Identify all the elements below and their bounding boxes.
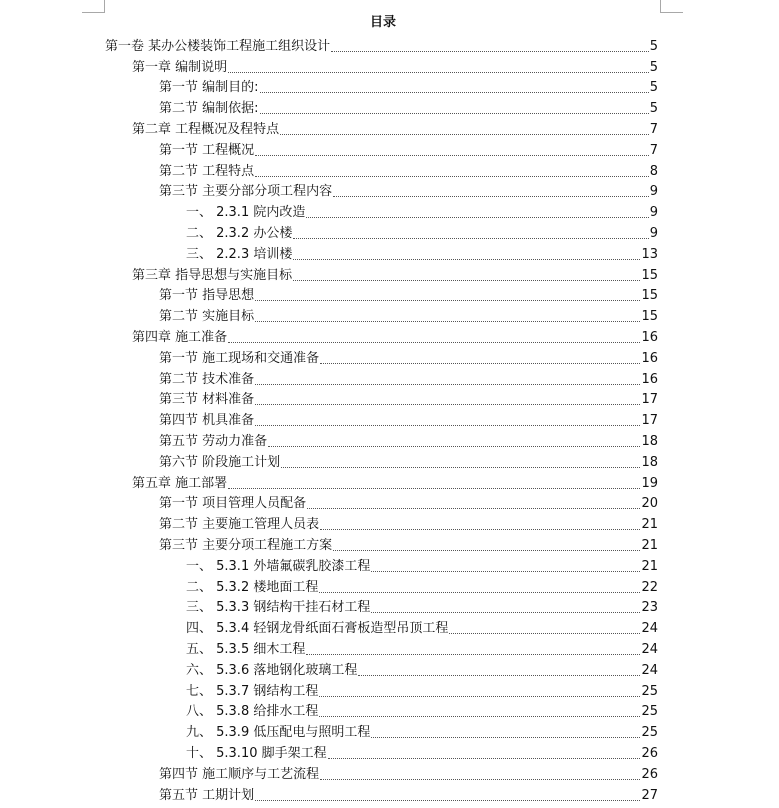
toc-page-number: 15 <box>641 309 658 325</box>
toc-entry[interactable] <box>132 471 658 492</box>
toc-entry-text: 第二节 工程特点 <box>159 163 255 179</box>
margin-corner-mark-left <box>82 0 105 13</box>
toc-page-number: 17 <box>641 392 658 408</box>
toc-dot-leader <box>228 342 640 343</box>
toc-entry-text: 一、 2.3.1 院内改造 <box>186 205 306 221</box>
toc-dot-leader <box>320 363 640 364</box>
toc-dot-leader <box>319 716 640 717</box>
toc-entry-text: 第一卷 某办公楼装饰工程施工组织设计 <box>105 38 331 54</box>
toc-page-number: 25 <box>641 683 658 699</box>
toc-entry-text: 第一节 工程概况 <box>159 142 255 158</box>
toc-entry[interactable] <box>186 616 658 637</box>
toc-entry[interactable] <box>186 720 658 741</box>
toc-entry-text: 第三节 材料准备 <box>159 392 255 408</box>
toc-page-number: 18 <box>641 433 658 449</box>
toc-entry[interactable] <box>159 450 658 471</box>
toc-page-number: 5 <box>649 38 658 54</box>
toc-dot-leader <box>333 550 640 551</box>
toc-entry-text: 七、 5.3.7 钢结构工程 <box>186 683 319 699</box>
toc-entry-text: 第六节 阶段施工计划 <box>159 454 281 470</box>
toc-page-number: 18 <box>641 454 658 470</box>
toc-page-number: 15 <box>641 267 658 283</box>
toc-entry[interactable] <box>186 554 658 575</box>
toc-entry-text: 第五节 工期计划 <box>159 787 255 803</box>
toc-entry-text: 四、 5.3.4 轻钢龙骨纸面石膏板造型吊顶工程 <box>186 621 449 637</box>
toc-page-number: 16 <box>641 350 658 366</box>
toc-entry-text: 八、 5.3.8 给排水工程 <box>186 704 319 720</box>
toc-entry[interactable] <box>159 96 658 117</box>
toc-page-number: 26 <box>641 745 658 761</box>
toc-entry-text: 第二节 实施目标 <box>159 309 255 325</box>
toc-entry-text: 第二节 编制依据: <box>159 101 259 117</box>
toc-dot-leader <box>328 758 641 759</box>
toc-entry[interactable] <box>105 34 658 55</box>
toc-dot-leader <box>260 113 649 114</box>
toc-entry[interactable] <box>159 492 658 513</box>
toc-page-number: 9 <box>649 184 658 200</box>
toc-entry[interactable] <box>159 762 658 783</box>
toc-entry[interactable] <box>159 76 658 97</box>
toc-dot-leader <box>319 696 640 697</box>
toc-entry[interactable] <box>186 221 658 242</box>
toc-entry[interactable] <box>159 180 658 201</box>
toc-page-number: 15 <box>641 288 658 304</box>
toc-dot-leader <box>307 508 640 509</box>
toc-page-number: 9 <box>649 205 658 221</box>
toc-page-number: 7 <box>649 142 658 158</box>
toc-page-number: 24 <box>641 662 658 678</box>
toc-dot-leader <box>371 737 640 738</box>
toc-page-number: 9 <box>649 225 658 241</box>
toc-page-number: 5 <box>649 59 658 75</box>
toc-entry-text: 第五章 施工部署 <box>132 475 228 491</box>
toc-dot-leader <box>255 155 649 156</box>
toc-page-number: 16 <box>641 371 658 387</box>
toc-entry-text: 第三节 主要分部分项工程内容 <box>159 184 333 200</box>
toc-page-number: 25 <box>641 725 658 741</box>
toc-dot-leader <box>255 425 640 426</box>
toc-entry-text: 九、 5.3.9 低压配电与照明工程 <box>186 725 371 741</box>
toc-page-number: 19 <box>641 475 658 491</box>
toc-page-number: 5 <box>649 101 658 117</box>
toc-entry-text: 第四节 施工顺序与工艺流程 <box>159 766 320 782</box>
toc-dot-leader <box>320 779 640 780</box>
toc-entry-text: 五、 5.3.5 细木工程 <box>186 641 306 657</box>
margin-corner-mark-right <box>660 0 683 13</box>
toc-entry-text: 第一节 编制目的: <box>159 80 259 96</box>
toc-page-number: 13 <box>641 246 658 262</box>
toc-entry-text: 第二节 主要施工管理人员表 <box>159 517 320 533</box>
toc-title: 目录 <box>369 15 396 30</box>
toc-entry-text: 第三节 主要分项工程施工方案 <box>159 537 333 553</box>
toc-page-number: 17 <box>641 413 658 429</box>
toc-dot-leader <box>293 259 640 260</box>
toc-entry[interactable] <box>159 346 658 367</box>
toc-page-number: 7 <box>649 121 658 137</box>
toc-entry-text: 三、 5.3.3 钢结构干挂石材工程 <box>186 600 371 616</box>
toc-entry[interactable] <box>159 429 658 450</box>
toc-entry[interactable] <box>186 637 658 658</box>
toc-entry[interactable] <box>186 575 658 596</box>
toc-entry[interactable] <box>186 200 658 221</box>
toc-entry[interactable] <box>132 263 658 284</box>
toc-entry-text: 二、 2.3.2 办公楼 <box>186 225 293 241</box>
toc-entry-text: 六、 5.3.6 落地钢化玻璃工程 <box>186 662 358 678</box>
toc-dot-leader <box>228 488 640 489</box>
toc-page-number: 20 <box>641 496 658 512</box>
toc-dot-leader <box>255 321 640 322</box>
toc-entry[interactable] <box>186 658 658 679</box>
toc-page-number: 24 <box>641 641 658 657</box>
toc-dot-leader <box>319 592 640 593</box>
toc-dot-leader <box>371 571 640 572</box>
toc-page-number: 27 <box>641 787 658 803</box>
toc-entry-text: 二、 5.3.2 楼地面工程 <box>186 579 319 595</box>
toc-entry-text: 第三章 指导思想与实施目标 <box>132 267 293 283</box>
toc-entry[interactable] <box>159 138 658 159</box>
toc-dot-leader <box>293 280 640 281</box>
toc-page-number: 25 <box>641 704 658 720</box>
toc-page-number: 21 <box>641 537 658 553</box>
toc-dot-leader <box>293 238 648 239</box>
toc-dot-leader <box>306 654 640 655</box>
toc-dot-leader <box>371 612 640 613</box>
toc-entry[interactable] <box>186 242 658 263</box>
toc-dot-leader <box>228 72 649 73</box>
toc-entry[interactable] <box>159 783 658 804</box>
toc-page-number: 23 <box>641 600 658 616</box>
toc-dot-leader <box>320 529 640 530</box>
toc-entry-text: 第一节 施工现场和交通准备 <box>159 350 320 366</box>
toc-dot-leader <box>260 92 649 93</box>
toc-entry-text: 十、 5.3.10 脚手架工程 <box>186 745 327 761</box>
toc-entry[interactable] <box>159 408 658 429</box>
toc-entry-text: 一、 5.3.1 外墙氟碳乳胶漆工程 <box>186 558 371 574</box>
toc-page-number: 21 <box>641 558 658 574</box>
toc-dot-leader <box>281 467 640 468</box>
toc-entry-text: 第一节 指导思想 <box>159 288 255 304</box>
toc-entry[interactable] <box>159 367 658 388</box>
toc-entry-text: 第二节 技术准备 <box>159 371 255 387</box>
toc-dot-leader <box>358 675 640 676</box>
toc-entry[interactable] <box>159 304 658 325</box>
toc-dot-leader <box>268 446 640 447</box>
toc-entry-text: 第四节 机具准备 <box>159 413 255 429</box>
toc-page-number: 16 <box>641 329 658 345</box>
toc-dot-leader <box>306 217 648 218</box>
toc-entry-text: 第一节 项目管理人员配备 <box>159 496 307 512</box>
toc-entry[interactable] <box>186 700 658 721</box>
toc-entry[interactable] <box>159 284 658 305</box>
toc-entry[interactable] <box>132 55 658 76</box>
toc-dot-leader <box>280 134 649 135</box>
toc-dot-leader <box>331 51 649 52</box>
toc-page-number: 22 <box>641 579 658 595</box>
toc-entry-text: 三、 2.2.3 培训楼 <box>186 246 293 262</box>
toc-page-number: 8 <box>649 163 658 179</box>
toc-entry-text: 第二章 工程概况及程特点 <box>132 121 280 137</box>
toc-entry[interactable] <box>132 117 658 138</box>
toc-entry[interactable] <box>132 325 658 346</box>
toc-dot-leader <box>333 196 649 197</box>
toc-entry[interactable] <box>186 679 658 700</box>
toc-page-number: 24 <box>641 621 658 637</box>
toc-dot-leader <box>449 633 640 634</box>
toc-entry[interactable] <box>159 512 658 533</box>
toc-dot-leader <box>255 176 649 177</box>
toc-dot-leader <box>255 800 640 801</box>
toc-entry-text: 第一章 编制说明 <box>132 59 228 75</box>
toc-dot-leader <box>255 300 640 301</box>
toc-entry[interactable] <box>159 533 658 554</box>
toc-entry-text: 第四章 施工准备 <box>132 329 228 345</box>
toc-entry[interactable] <box>186 741 658 762</box>
toc-page-number: 21 <box>641 517 658 533</box>
toc-entry-text: 第五节 劳动力准备 <box>159 433 268 449</box>
toc-entry[interactable] <box>159 388 658 409</box>
toc-page-number: 5 <box>649 80 658 96</box>
toc-entry[interactable] <box>186 596 658 617</box>
toc-entry[interactable] <box>159 159 658 180</box>
toc-page-number: 26 <box>641 766 658 782</box>
toc-dot-leader <box>255 404 640 405</box>
toc-dot-leader <box>255 384 640 385</box>
